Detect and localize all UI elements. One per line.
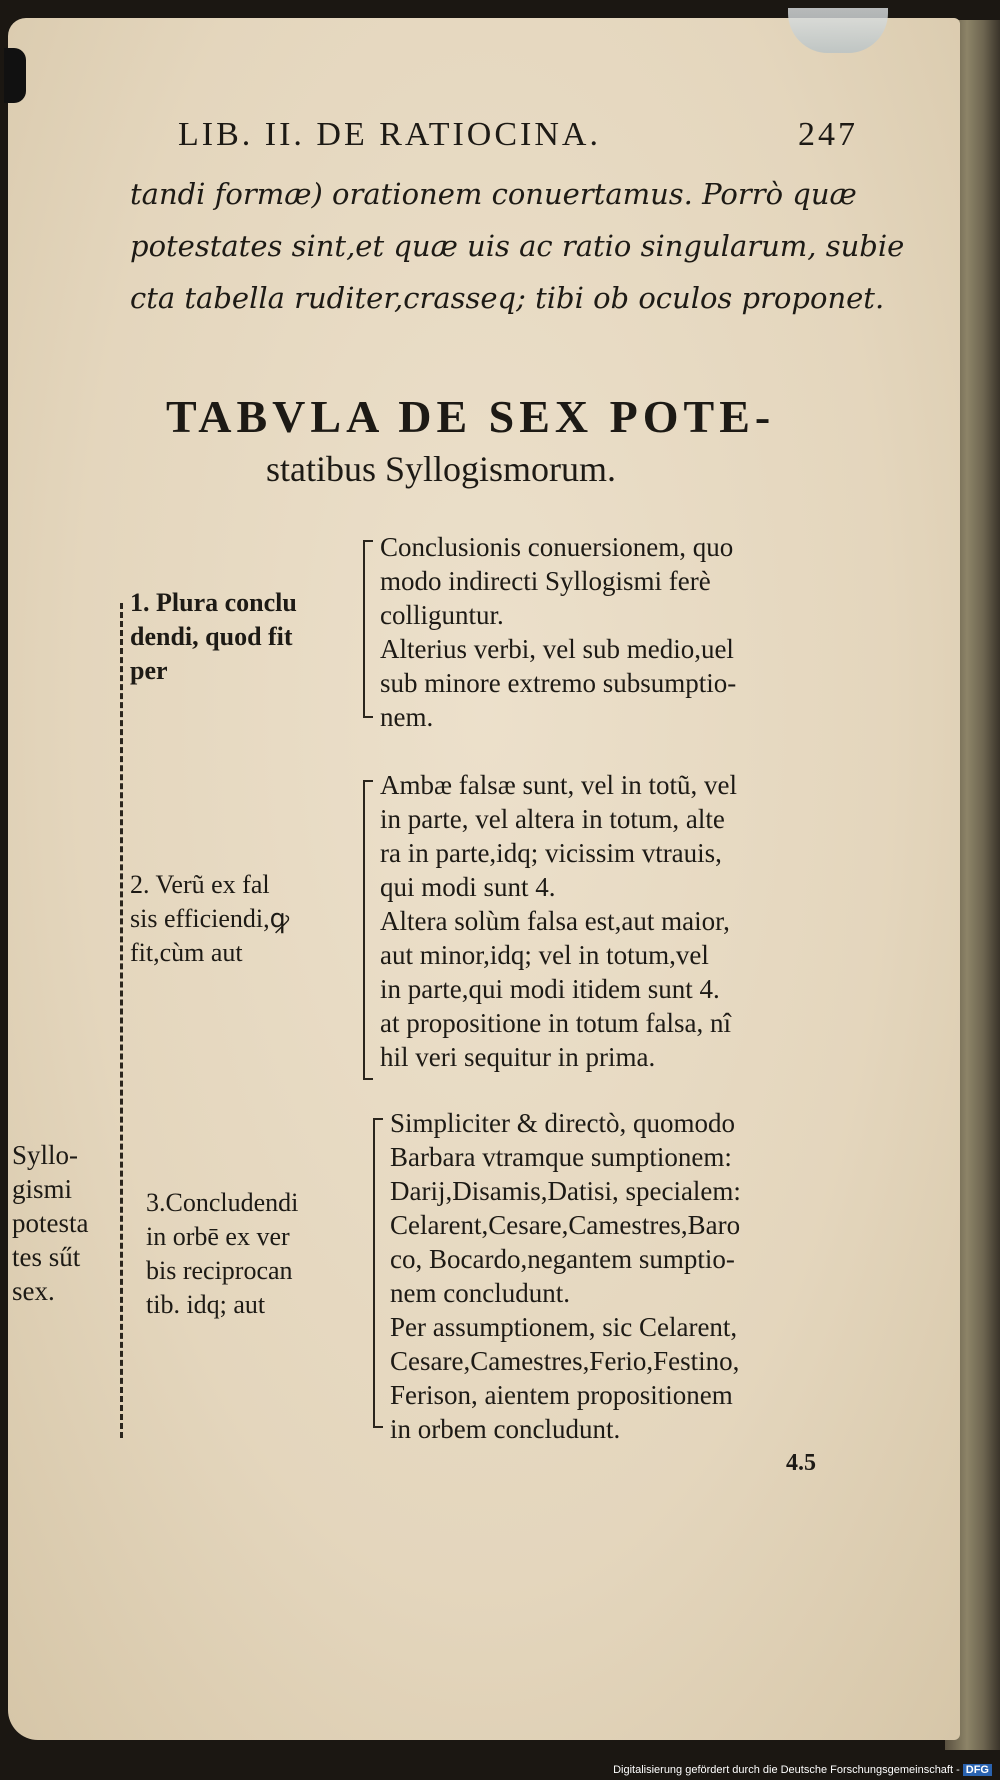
heading-line: per: [130, 656, 168, 685]
heading-line: 3.Concludendi: [146, 1188, 299, 1217]
item-line: nem concludunt.: [390, 1278, 570, 1308]
item-line: at propositione in totum falsa, nî: [380, 1008, 731, 1038]
heading-line: bis reciprocan: [146, 1256, 293, 1285]
label-line: potesta: [12, 1208, 89, 1238]
item-line: Barbara vtramque sumptionem:: [390, 1142, 732, 1172]
book-page: [8, 18, 960, 1740]
item-line: ra in parte,idq; vicissim vtrauis,: [380, 838, 722, 868]
label-line: gismi: [12, 1174, 73, 1204]
item-line: Altera solùm falsa est,aut maior,: [380, 906, 730, 936]
scanner-clip-left: [4, 48, 26, 103]
label-line: sex.: [12, 1276, 55, 1306]
item-line: colliguntur.: [380, 600, 504, 630]
item-line: sub minore extremo subsumptio-: [380, 668, 737, 698]
label-line: tes sűt: [12, 1242, 81, 1272]
item-line: Cesare,Camestres,Ferio,Festino,: [390, 1346, 740, 1376]
item-line: Alterius verbi, vel sub medio,uel: [380, 634, 734, 664]
heading-line: fit,cùm aut: [130, 938, 243, 967]
item-line: qui modi sunt 4.: [380, 872, 556, 902]
heading-line: dendi, quod fit: [130, 622, 293, 651]
section-2-items: [380, 768, 737, 1074]
section-2-heading: [130, 868, 289, 970]
item-line: Darij,Disamis,Datisi, specialem:: [390, 1176, 741, 1206]
item-line: in parte, vel altera in totum, alte: [380, 804, 725, 834]
section-3-heading: [146, 1186, 298, 1322]
page-number: 247: [798, 116, 858, 153]
section-1-items: [380, 530, 736, 734]
heading-line: tib. idq; aut: [146, 1290, 266, 1319]
item-line: aut minor,idq; vel in totum,vel: [380, 940, 709, 970]
intro-line: tandi formæ) orationem conuertamus. Porrò quæ: [130, 177, 857, 211]
syllogism-label: [12, 1138, 88, 1308]
item-line: in orbem concludunt.: [390, 1414, 621, 1444]
section-1-heading: [130, 586, 297, 688]
item-line: in parte,qui modi itidem sunt 4.: [380, 974, 720, 1004]
table-subtitle: statibus Syllogismorum.: [266, 449, 617, 489]
heading-line: 1. Plura conclu: [130, 588, 297, 617]
item-line: hil veri sequitur in prima.: [380, 1042, 656, 1072]
running-title: LIB. II. DE RATIOCINA.: [178, 116, 601, 153]
section-3-items: [390, 1106, 741, 1446]
item-line: nem.: [380, 702, 434, 732]
section-3-brace: [373, 1118, 375, 1428]
section-1-brace: [363, 540, 365, 718]
item-line: Conclusionis conuersionem, quo: [380, 532, 734, 562]
table-title: TABVLA DE SEX POTE-: [166, 391, 776, 442]
catchword: 4.5: [786, 1450, 816, 1476]
heading-line: 2. Verũ ex fal: [130, 870, 270, 899]
item-line: Celarent,Cesare,Camestres,Baro: [390, 1210, 741, 1240]
item-line: Ferison, aientem propositionem: [390, 1380, 733, 1410]
heading-line: sis efficiendi,ꝙ: [130, 904, 290, 933]
intro-line: potestates sint,et quæ uis ac ratio singularum, subie: [130, 229, 905, 263]
credit-text: Digitalisierung gefördert durch die Deutsche Forschungsgemeinschaft -: [613, 1764, 960, 1776]
intro-paragraph: [130, 168, 905, 324]
intro-line: cta tabella ruditer,crasseq; tibi ob oculos proponet.: [130, 281, 885, 315]
scanner-clip-top: [788, 8, 888, 53]
item-line: Simpliciter & directò, quomodo: [390, 1108, 735, 1138]
running-header: [178, 116, 858, 154]
label-line: Syllo-: [12, 1140, 79, 1170]
main-brace: [120, 603, 123, 1438]
digitization-credit: [613, 1764, 992, 1776]
item-line: Ambæ falsæ sunt, vel in totũ, vel: [380, 770, 737, 800]
item-line: co, Bocardo,negantem sumptio-: [390, 1244, 735, 1274]
section-2-brace: [363, 780, 365, 1080]
item-line: modo indirecti Syllogismi ferè: [380, 566, 711, 596]
dfg-logo: DFG: [963, 1764, 992, 1776]
item-line: Per assumptionem, sic Celarent,: [390, 1312, 738, 1342]
heading-line: in orbē ex ver: [146, 1222, 290, 1251]
